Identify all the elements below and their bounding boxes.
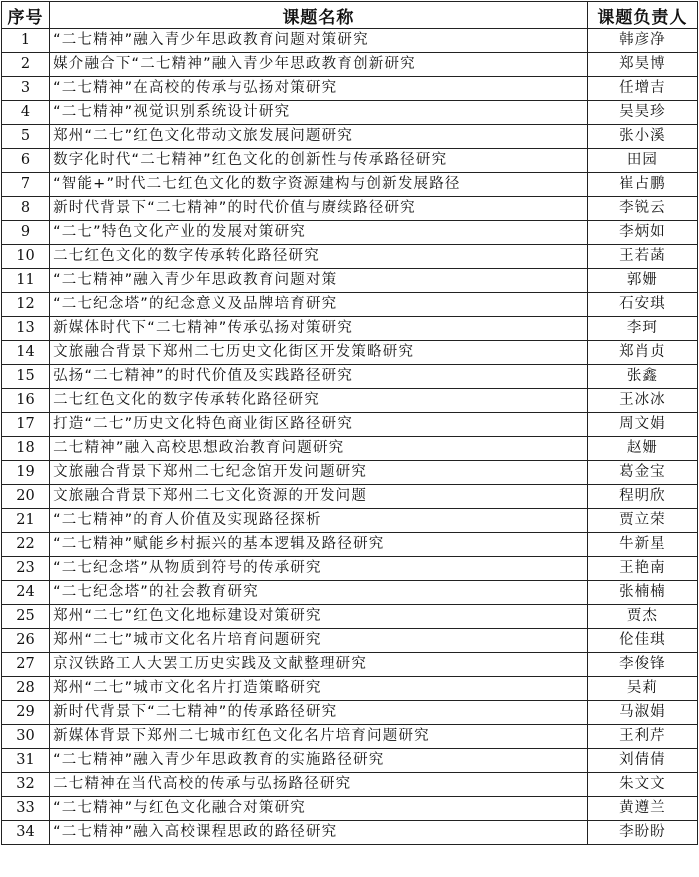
topic-owner-cell: 王艳南 xyxy=(587,557,697,581)
row-number-cell: 15 xyxy=(2,365,50,389)
table-row xyxy=(2,725,698,749)
topic-owner-cell: 任增吉 xyxy=(587,77,697,101)
row-number-cell: 1 xyxy=(2,29,50,53)
topic-title-cell: 文旅融合背景下郑州二七纪念馆开发问题研究 xyxy=(50,461,588,485)
topic-owner-cell: 崔占鹏 xyxy=(587,173,697,197)
topic-owner-cell: 周文娟 xyxy=(587,413,697,437)
table-row xyxy=(2,389,698,413)
table-row xyxy=(2,581,698,605)
topic-title-cell: “二七纪念塔”的纪念意义及品牌培育研究 xyxy=(50,293,588,317)
row-number-cell: 16 xyxy=(2,389,50,413)
topic-title-cell: 郑州“二七”红色文化带动文旅发展问题研究 xyxy=(50,125,588,149)
topic-owner-cell: 李炳如 xyxy=(587,221,697,245)
table-row xyxy=(2,77,698,101)
header-row xyxy=(2,2,698,29)
research-topics-table xyxy=(1,1,698,845)
table-row xyxy=(2,29,698,53)
row-number-cell: 7 xyxy=(2,173,50,197)
topic-title-cell: “二七精神”融入青少年思政教育问题对策 xyxy=(50,269,588,293)
table-row xyxy=(2,245,698,269)
table-row xyxy=(2,533,698,557)
table-header xyxy=(2,2,698,29)
topic-title-cell: 打造“二七”历史文化特色商业街区路径研究 xyxy=(50,413,588,437)
table-row xyxy=(2,149,698,173)
row-number-cell: 30 xyxy=(2,725,50,749)
row-number-cell: 31 xyxy=(2,749,50,773)
topic-title-cell: “二七精神”在高校的传承与弘扬对策研究 xyxy=(50,77,588,101)
topic-owner-cell: 王利芹 xyxy=(587,725,697,749)
table-row xyxy=(2,605,698,629)
topic-owner-cell: 刘倩倩 xyxy=(587,749,697,773)
topic-title-cell: 数字化时代“二七精神”红色文化的创新性与传承路径研究 xyxy=(50,149,588,173)
topic-title-cell: “二七精神”融入青少年思政教育问题对策研究 xyxy=(50,29,588,53)
topic-owner-cell: 韩彦净 xyxy=(587,29,697,53)
table-row xyxy=(2,173,698,197)
table-row xyxy=(2,749,698,773)
row-number-cell: 25 xyxy=(2,605,50,629)
topic-title-cell: “二七精神”赋能乡村振兴的基本逻辑及路径研究 xyxy=(50,533,588,557)
topic-owner-cell: 王冰冰 xyxy=(587,389,697,413)
row-number-cell: 26 xyxy=(2,629,50,653)
topic-title-cell: 媒介融合下“二七精神”融入青少年思政教育创新研究 xyxy=(50,53,588,77)
row-number-cell: 33 xyxy=(2,797,50,821)
topic-owner-cell: 张小溪 xyxy=(587,125,697,149)
topic-owner-cell: 贾立荣 xyxy=(587,509,697,533)
table-row xyxy=(2,461,698,485)
topic-title-cell: “二七纪念塔”的社会教育研究 xyxy=(50,581,588,605)
topic-owner-cell: 张鑫 xyxy=(587,365,697,389)
row-number-cell: 14 xyxy=(2,341,50,365)
table-row xyxy=(2,101,698,125)
table-row xyxy=(2,773,698,797)
table-row xyxy=(2,317,698,341)
table-row xyxy=(2,413,698,437)
row-number-cell: 28 xyxy=(2,677,50,701)
topic-title-cell: 二七红色文化的数字传承转化路径研究 xyxy=(50,389,588,413)
topic-owner-cell: 田园 xyxy=(587,149,697,173)
topic-owner-cell: 李锐云 xyxy=(587,197,697,221)
row-number-cell: 10 xyxy=(2,245,50,269)
table-row xyxy=(2,701,698,725)
topic-owner-cell: 程明欣 xyxy=(587,485,697,509)
topic-owner-cell: 李盼盼 xyxy=(587,821,697,845)
topic-owner-cell: 伦佳琪 xyxy=(587,629,697,653)
table-row xyxy=(2,677,698,701)
topic-title-cell: 文旅融合背景下郑州二七历史文化街区开发策略研究 xyxy=(50,341,588,365)
topic-title-cell: “二七精神”融入青少年思政教育的实施路径研究 xyxy=(50,749,588,773)
topic-owner-cell: 郭姗 xyxy=(587,269,697,293)
topic-title-cell: 二七精神在当代高校的传承与弘扬路径研究 xyxy=(50,773,588,797)
topic-title-cell: “二七精神”视觉识别系统设计研究 xyxy=(50,101,588,125)
topic-owner-cell: 王若菡 xyxy=(587,245,697,269)
row-number-cell: 19 xyxy=(2,461,50,485)
topic-owner-cell: 李俊锋 xyxy=(587,653,697,677)
row-number-cell: 9 xyxy=(2,221,50,245)
row-number-cell: 29 xyxy=(2,701,50,725)
topic-owner-cell: 赵姗 xyxy=(587,437,697,461)
topic-title-cell: 二七红色文化的数字传承转化路径研究 xyxy=(50,245,588,269)
table-row xyxy=(2,797,698,821)
table-row xyxy=(2,197,698,221)
topic-owner-cell: 郑肖贞 xyxy=(587,341,697,365)
table-row xyxy=(2,365,698,389)
header-title: 课题名称 xyxy=(50,2,588,29)
row-number-cell: 24 xyxy=(2,581,50,605)
topic-owner-cell: 张楠楠 xyxy=(587,581,697,605)
row-number-cell: 8 xyxy=(2,197,50,221)
table-row xyxy=(2,485,698,509)
topic-title-cell: 郑州“二七”红色文化地标建设对策研究 xyxy=(50,605,588,629)
header-owner: 课题负责人 xyxy=(587,2,697,29)
topic-title-cell: 郑州“二七”城市文化名片打造策略研究 xyxy=(50,677,588,701)
row-number-cell: 32 xyxy=(2,773,50,797)
row-number-cell: 22 xyxy=(2,533,50,557)
topic-title-cell: 二七精神”融入高校思想政治教育问题研究 xyxy=(50,437,588,461)
topic-owner-cell: 朱文文 xyxy=(587,773,697,797)
topic-title-cell: 新媒体时代下“二七精神”传承弘扬对策研究 xyxy=(50,317,588,341)
topic-owner-cell: 郑昊博 xyxy=(587,53,697,77)
topic-title-cell: 新时代背景下“二七精神”的传承路径研究 xyxy=(50,701,588,725)
table-row xyxy=(2,125,698,149)
row-number-cell: 6 xyxy=(2,149,50,173)
table-row xyxy=(2,509,698,533)
table-row xyxy=(2,221,698,245)
topic-title-cell: “二七精神”融入高校课程思政的路径研究 xyxy=(50,821,588,845)
topic-title-cell: 京汉铁路工人大罢工历史实践及文献整理研究 xyxy=(50,653,588,677)
topic-title-cell: “二七精神”与红色文化融合对策研究 xyxy=(50,797,588,821)
table-row xyxy=(2,629,698,653)
row-number-cell: 27 xyxy=(2,653,50,677)
topic-title-cell: “二七精神”的育人价值及实现路径探析 xyxy=(50,509,588,533)
topic-owner-cell: 马淑娟 xyxy=(587,701,697,725)
topic-owner-cell: 吴昊珍 xyxy=(587,101,697,125)
topic-owner-cell: 石安琪 xyxy=(587,293,697,317)
row-number-cell: 20 xyxy=(2,485,50,509)
topic-owner-cell: 黄遵兰 xyxy=(587,797,697,821)
table-row xyxy=(2,341,698,365)
topic-title-cell: 新媒体背景下郑州二七城市红色文化名片培育问题研究 xyxy=(50,725,588,749)
topic-owner-cell: 吴莉 xyxy=(587,677,697,701)
topic-title-cell: “二七”特色文化产业的发展对策研究 xyxy=(50,221,588,245)
row-number-cell: 34 xyxy=(2,821,50,845)
topic-title-cell: 弘扬“二七精神”的时代价值及实践路径研究 xyxy=(50,365,588,389)
row-number-cell: 18 xyxy=(2,437,50,461)
table-row xyxy=(2,293,698,317)
table-row xyxy=(2,821,698,845)
row-number-cell: 11 xyxy=(2,269,50,293)
topic-owner-cell: 葛金宝 xyxy=(587,461,697,485)
topic-title-cell: “二七纪念塔”从物质到符号的传承研究 xyxy=(50,557,588,581)
row-number-cell: 17 xyxy=(2,413,50,437)
header-number: 序号 xyxy=(2,2,50,29)
topic-owner-cell: 贾杰 xyxy=(587,605,697,629)
topic-owner-cell: 李珂 xyxy=(587,317,697,341)
table-row xyxy=(2,437,698,461)
table-row xyxy=(2,557,698,581)
row-number-cell: 2 xyxy=(2,53,50,77)
table-body xyxy=(2,29,698,845)
topic-title-cell: 郑州“二七”城市文化名片培育问题研究 xyxy=(50,629,588,653)
row-number-cell: 3 xyxy=(2,77,50,101)
row-number-cell: 23 xyxy=(2,557,50,581)
topic-title-cell: 文旅融合背景下郑州二七文化资源的开发问题 xyxy=(50,485,588,509)
topic-title-cell: 新时代背景下“二七精神”的时代价值与赓续路径研究 xyxy=(50,197,588,221)
row-number-cell: 12 xyxy=(2,293,50,317)
table-row xyxy=(2,53,698,77)
row-number-cell: 13 xyxy=(2,317,50,341)
row-number-cell: 4 xyxy=(2,101,50,125)
table-row xyxy=(2,653,698,677)
row-number-cell: 5 xyxy=(2,125,50,149)
row-number-cell: 21 xyxy=(2,509,50,533)
topic-owner-cell: 牛新星 xyxy=(587,533,697,557)
table-row xyxy=(2,269,698,293)
topic-title-cell: “智能+”时代二七红色文化的数字资源建构与创新发展路径 xyxy=(50,173,588,197)
